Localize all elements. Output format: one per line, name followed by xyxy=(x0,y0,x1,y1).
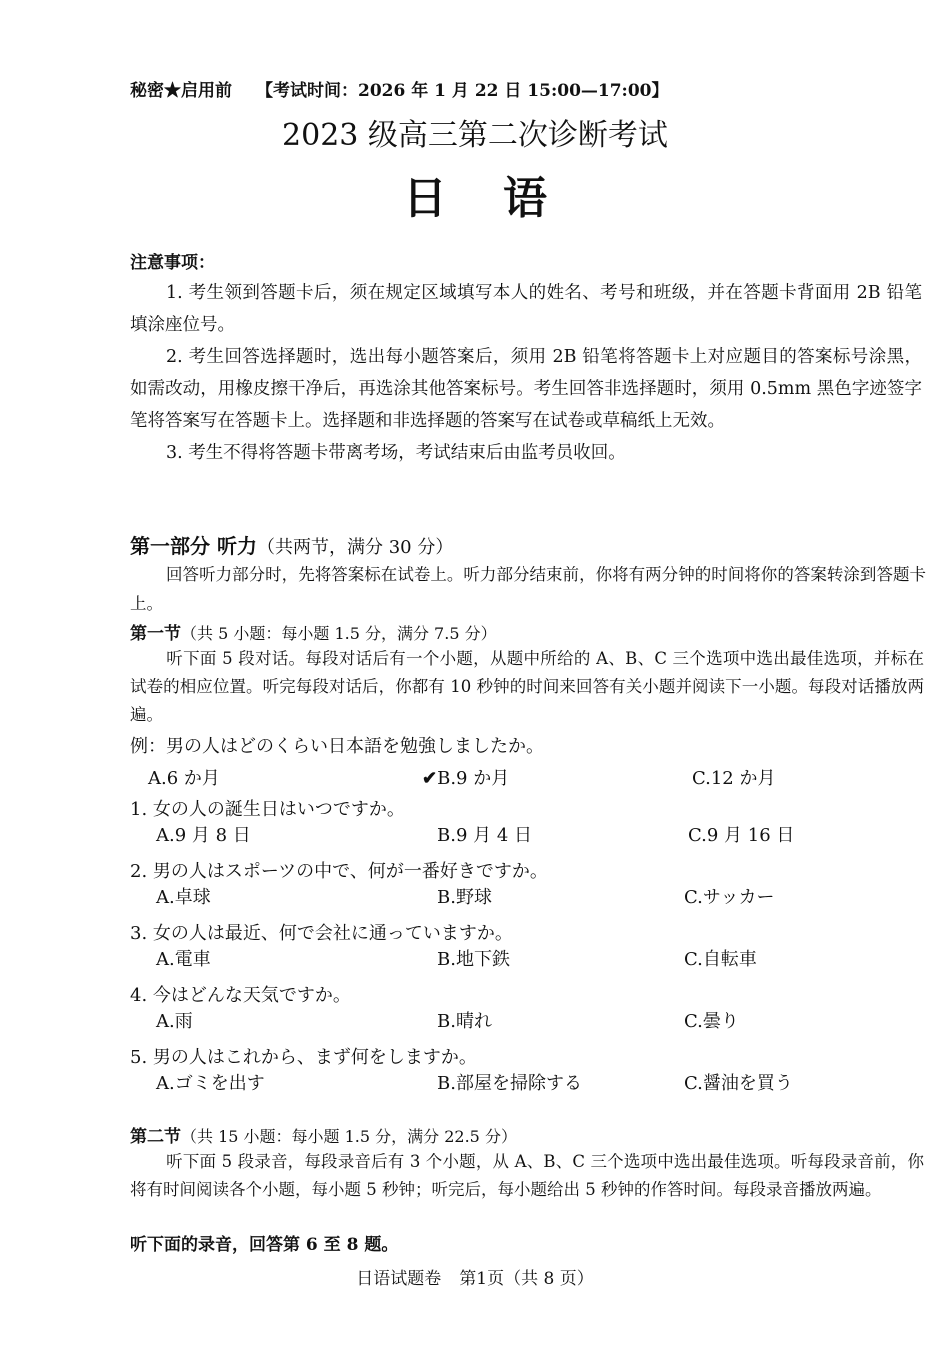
option-a: A.卓球 xyxy=(156,887,211,908)
notice-item: 1. 考生领到答题卡后，须在规定区域填写本人的姓名、考号和班级，并在答题卡背面用 2B 铅笔填涂座位号。 xyxy=(130,283,922,335)
check-icon: ✔ xyxy=(422,768,438,789)
option-a: A.9 月 8 日 xyxy=(156,825,251,846)
option-c: C.サッカー xyxy=(684,887,775,908)
secret-label: 秘密★启用前 xyxy=(130,81,232,101)
option-a: A.雨 xyxy=(156,1011,193,1032)
option-c: C.曇り xyxy=(684,1011,739,1032)
question-2: 2. 男の人はスポーツの中で、何が一番好きですか。 xyxy=(130,861,548,882)
option-b: B.9 月 4 日 xyxy=(437,825,533,846)
question-3: 3. 女の人は最近、何で会社に通っていますか。 xyxy=(130,923,513,944)
section1-heading: 第一节（共 5 小题：每小题 1.5 分，满分 7.5 分） xyxy=(130,624,497,644)
page-number: 第1页（共 8 页） xyxy=(459,1269,594,1289)
part1-heading: 第一部分 听力（共两节，满分 30 分） xyxy=(130,534,454,558)
notice-item: 3. 考生不得将答题卡带离考场，考试结束后由监考员收回。 xyxy=(166,443,626,463)
part1-description: 回答听力部分时，先将答案标在试卷上。听力部分结束前，你将有两分钟的时间将你的答案转涂到答题卡上。 xyxy=(130,565,926,613)
option-b: B.晴れ xyxy=(437,1011,492,1032)
option-c: C.自転車 xyxy=(684,949,757,970)
example-option-c: C.12 か月 xyxy=(692,768,776,789)
footer-title: 日语试题卷 xyxy=(356,1269,442,1289)
header-line xyxy=(130,76,669,101)
question-5: 5. 男の人はこれから、まず何をしますか。 xyxy=(130,1047,477,1068)
section1-description: 听下面 5 段对话。每段对话后有一个小题，从题中所给的 A、B、C 三个选项中选出最佳选项，并标在试卷的相应位置。听完每段对话后，你都有 10 秒钟的时间来回答有关小题并阅读下一小题。每段对话播放两遍。 xyxy=(130,649,924,724)
example-option-b: ✔B.9 か月 xyxy=(422,768,510,789)
option-c: C.醤油を買う xyxy=(684,1073,793,1094)
option-c: C.9 月 16 日 xyxy=(688,825,795,846)
exam-title: 2023 级高三第二次诊断考试 xyxy=(282,118,668,153)
section2-description: 听下面 5 段录音，每段录音后有 3 个小题，从 A、B、C 三个选项中选出最佳选项。听每段录音前，你将有时间阅读各个小题，每小题 5 秒钟；听完后，每小题给出 5 秒钟的作答时间。每段录音播放两遍。 xyxy=(130,1152,924,1199)
example-option-a: A.6 か月 xyxy=(148,768,220,789)
notice-heading: 注意事项： xyxy=(130,253,215,273)
subject-title: 日语 xyxy=(403,173,603,224)
option-b: B.地下鉄 xyxy=(437,949,510,970)
option-a: A.ゴミを出す xyxy=(156,1073,265,1094)
section2-instruction: 听下面的录音，回答第 6 至 8 题。 xyxy=(130,1235,399,1255)
question-4: 4. 今はどんな天気ですか。 xyxy=(130,985,351,1006)
option-b: B.野球 xyxy=(437,887,492,908)
notice-item: 2. 考生回答选择题时，选出每小题答案后，须用 2B 铅笔将答题卡上对应题目的答案标号涂黑，如需改动，用橡皮擦干净后，再选涂其他答案标号。考生回答非选择题时，须用 0.5mm 黑色字迹签字笔将答案写在答题卡上。选择题和非选择题的答案写在试卷或草稿纸上无效。 xyxy=(130,347,922,431)
question-1: 1. 女の人の誕生日はいつですか。 xyxy=(130,799,405,820)
option-b: B.部屋を掃除する xyxy=(437,1073,582,1094)
page-footer xyxy=(0,1264,950,1289)
example-question: 例：男の人はどのくらい日本語を勉強しましたか。 xyxy=(130,736,544,757)
exam-time: 【考试时间：2026 年 1 月 22 日 15:00—17:00】 xyxy=(256,81,669,101)
section2-heading: 第二节（共 15 小题：每小题 1.5 分，满分 22.5 分） xyxy=(130,1127,517,1147)
option-a: A.電車 xyxy=(156,949,211,970)
